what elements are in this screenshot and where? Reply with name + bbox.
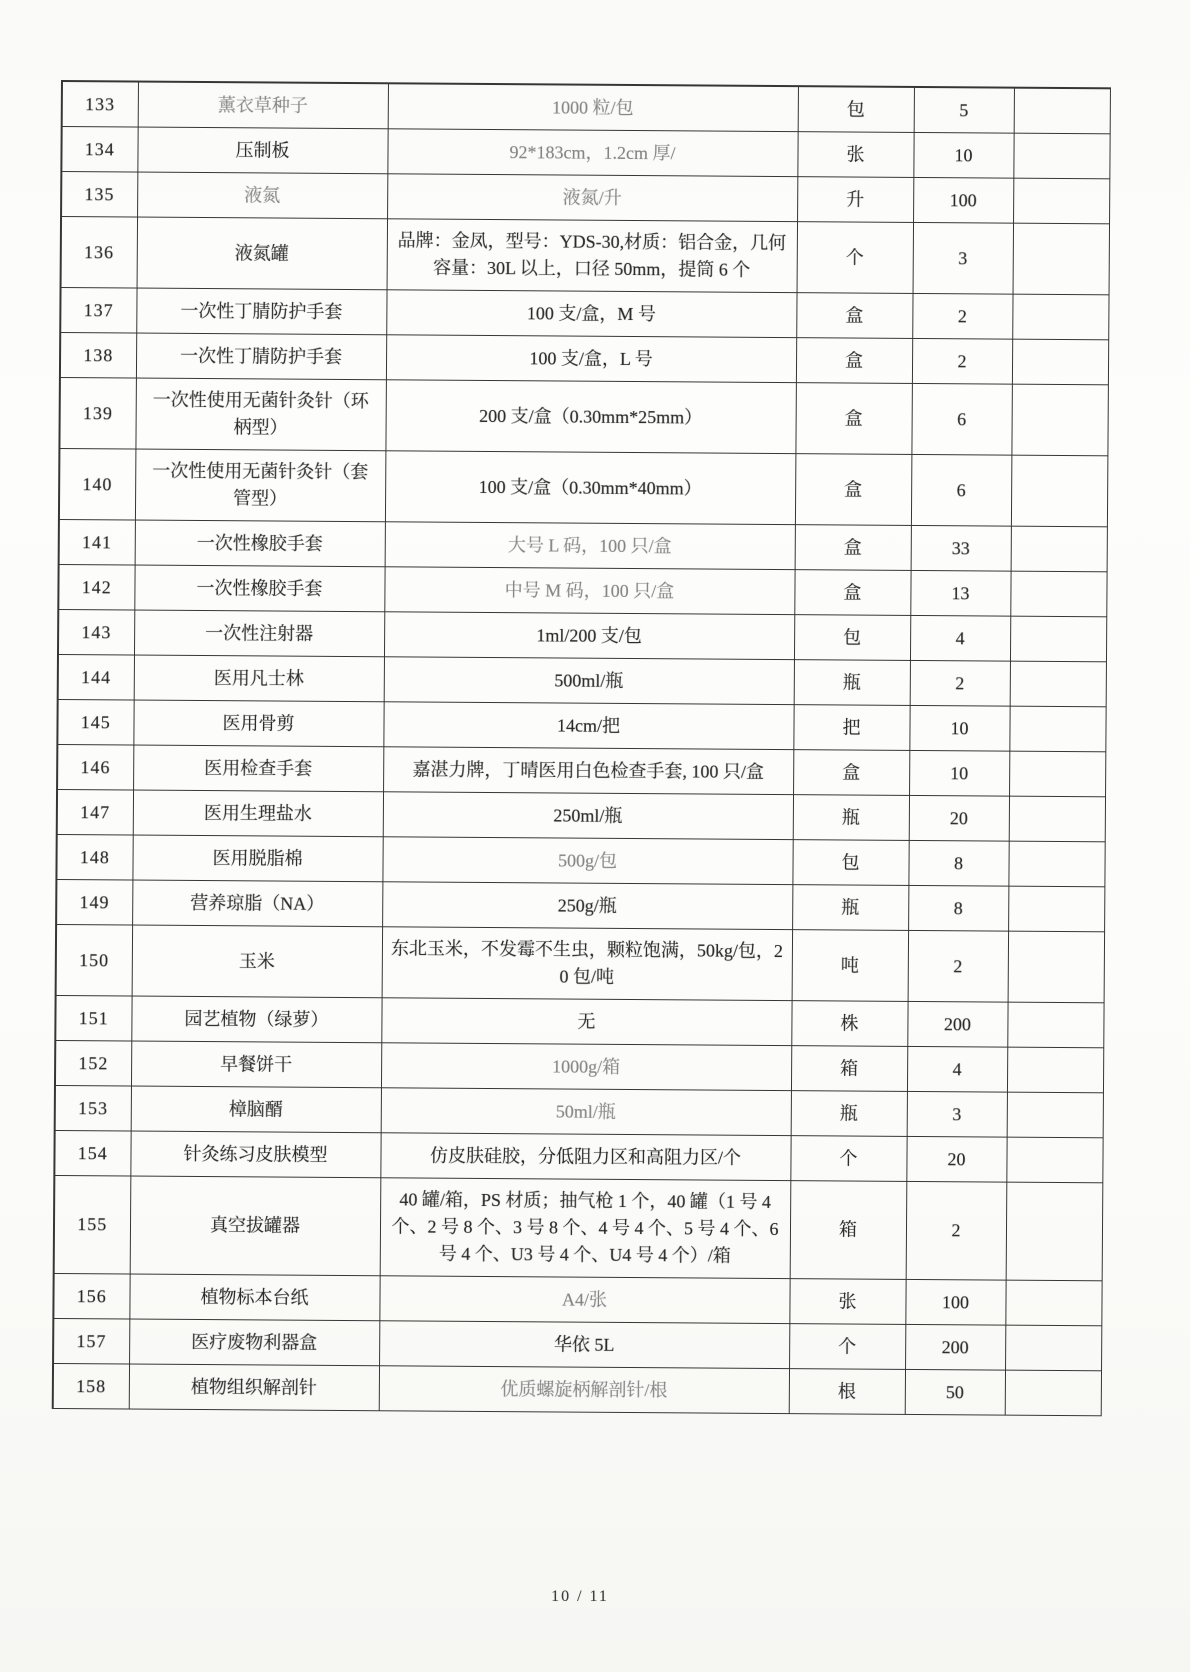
item-name-cell: 压制板 — [137, 127, 387, 174]
unit-cell: 升 — [797, 177, 913, 223]
quantity-cell: 2 — [906, 1181, 1007, 1280]
item-name-cell: 医用生理盐水 — [133, 790, 383, 837]
table-row — [59, 377, 1107, 455]
table-row — [61, 127, 1109, 179]
table-row — [53, 1273, 1101, 1325]
remark-cell — [1006, 1137, 1102, 1183]
quantity-cell: 13 — [910, 570, 1010, 616]
quantity-cell: 10 — [909, 705, 1009, 751]
quantity-cell: 100 — [905, 1279, 1005, 1325]
remark-cell — [1014, 88, 1110, 134]
remark-cell — [1009, 751, 1105, 797]
row-number-cell: 140 — [59, 448, 135, 520]
item-name-cell: 一次性橡胶手套 — [134, 565, 384, 612]
remark-cell — [1009, 796, 1105, 842]
item-name-cell: 一次性注射器 — [134, 610, 384, 657]
row-number-cell: 145 — [57, 699, 133, 745]
row-number-cell: 155 — [54, 1175, 131, 1274]
spec-cell: 仿皮肤硅胶，分低阻力区和高阻力区/个 — [380, 1133, 790, 1181]
item-name-cell: 园艺植物（绿萝） — [131, 996, 381, 1043]
quantity-cell: 200 — [905, 1324, 1005, 1370]
table-row — [53, 1363, 1101, 1415]
unit-cell: 瓶 — [793, 795, 909, 841]
table-row — [56, 924, 1104, 1002]
remark-cell — [1013, 178, 1109, 224]
table-row — [54, 1130, 1102, 1182]
spec-cell: 无 — [381, 998, 791, 1046]
unit-cell: 瓶 — [794, 660, 910, 706]
table-row — [58, 654, 1106, 706]
unit-cell: 瓶 — [792, 885, 908, 931]
quantity-cell: 2 — [908, 930, 1008, 1002]
row-number-cell: 156 — [53, 1273, 129, 1319]
row-number-cell: 136 — [61, 217, 137, 289]
quantity-cell: 2 — [912, 338, 1012, 384]
item-name-cell: 液氮罐 — [137, 217, 387, 290]
quantity-cell: 20 — [906, 1136, 1006, 1182]
row-number-cell: 134 — [61, 127, 137, 173]
spec-cell: 500ml/瓶 — [384, 657, 794, 705]
item-name-cell: 一次性丁腈防护手套 — [136, 288, 386, 335]
spec-cell: 大号 L 码，100 只/盒 — [385, 522, 795, 570]
item-name-cell: 医用骨剪 — [133, 700, 383, 747]
remark-cell — [1012, 339, 1108, 385]
remark-cell — [1007, 1002, 1103, 1048]
table-row — [53, 1318, 1101, 1370]
row-number-cell: 158 — [53, 1363, 129, 1409]
row-number-cell: 133 — [62, 81, 138, 127]
quantity-cell: 33 — [911, 525, 1011, 571]
spec-cell: 40 罐/箱，PS 材质；抽气枪 1 个，40 罐（1 号 4 个、2 号 8 个、3 号 8 个、4 号 4 个、5 号 4 个、6 号 4 个、U3 号 4 个、U4 号 4 个）/箱 — [380, 1178, 791, 1279]
table-row — [60, 333, 1108, 385]
unit-cell: 包 — [798, 86, 914, 132]
spec-cell: 200 支/盒（0.30mm*25mm） — [385, 380, 795, 454]
table-row — [62, 81, 1110, 134]
spec-cell: 250ml/瓶 — [383, 792, 793, 840]
quantity-cell: 200 — [907, 1001, 1007, 1047]
quantity-cell: 6 — [911, 383, 1011, 455]
item-name-cell: 医用凡士林 — [134, 655, 384, 702]
remark-cell — [1006, 1182, 1103, 1281]
unit-cell: 盒 — [793, 750, 909, 796]
row-number-cell: 154 — [54, 1130, 130, 1176]
item-name-cell: 医用检查手套 — [133, 745, 383, 792]
row-number-cell: 143 — [58, 609, 134, 655]
unit-cell: 盒 — [794, 570, 910, 616]
spec-cell: 1000g/箱 — [381, 1043, 791, 1091]
row-number-cell: 141 — [59, 519, 135, 565]
spec-cell: 14cm/把 — [383, 702, 793, 750]
item-name-cell: 植物组织解剖针 — [129, 1364, 379, 1411]
row-number-cell: 137 — [60, 288, 136, 334]
quantity-cell: 3 — [907, 1091, 1007, 1137]
item-name-cell: 真空拔罐器 — [130, 1176, 381, 1276]
unit-cell: 包 — [794, 615, 910, 661]
remark-cell — [1011, 526, 1107, 572]
spec-cell: 东北玉米，不发霉不生虫，颗粒饱满，50kg/包，20 包/吨 — [382, 927, 792, 1001]
item-name-cell: 一次性橡胶手套 — [135, 520, 385, 567]
unit-cell: 吨 — [792, 930, 908, 1002]
unit-cell: 个 — [797, 222, 913, 294]
spec-cell: 华依 5L — [379, 1321, 789, 1369]
item-name-cell: 一次性使用无菌针灸针（套管型） — [135, 449, 385, 522]
unit-cell: 箱 — [791, 1046, 907, 1092]
spec-cell: 1000 粒/包 — [388, 83, 798, 131]
remark-cell — [1008, 931, 1104, 1003]
remark-cell — [1010, 616, 1106, 662]
quantity-cell: 8 — [908, 885, 1008, 931]
table-row — [55, 1040, 1103, 1092]
row-number-cell: 152 — [55, 1040, 131, 1086]
remark-cell — [1005, 1325, 1101, 1371]
spec-cell: 嘉湛力牌，丁晴医用白色检查手套, 100 只/盒 — [383, 747, 793, 795]
unit-cell: 张 — [797, 132, 913, 178]
table-row — [61, 172, 1109, 224]
unit-cell: 包 — [792, 840, 908, 886]
row-number-cell: 149 — [56, 879, 132, 925]
unit-cell: 个 — [789, 1324, 905, 1370]
quantity-cell: 10 — [913, 132, 1013, 178]
row-number-cell: 157 — [53, 1318, 129, 1364]
quantity-cell: 4 — [907, 1046, 1007, 1092]
remark-cell — [1007, 1092, 1103, 1138]
item-name-cell: 一次性丁腈防护手套 — [136, 333, 386, 380]
quantity-cell: 10 — [909, 750, 1009, 796]
row-number-cell: 142 — [58, 564, 134, 610]
table-row — [58, 564, 1106, 616]
unit-cell: 把 — [793, 705, 909, 751]
row-number-cell: 148 — [56, 834, 132, 880]
row-number-cell: 144 — [58, 654, 134, 700]
item-name-cell: 营养琼脂（NA） — [132, 880, 382, 927]
spec-cell: 100 支/盒，M 号 — [386, 290, 796, 338]
spec-cell: 500g/包 — [382, 837, 792, 885]
quantity-cell: 6 — [911, 454, 1011, 526]
row-number-cell: 150 — [56, 924, 132, 996]
item-name-cell: 玉米 — [132, 925, 382, 998]
table-row — [56, 879, 1104, 931]
remark-cell — [1008, 841, 1104, 887]
spec-cell: A4/张 — [379, 1276, 789, 1324]
item-name-cell: 樟脑醑 — [131, 1086, 381, 1133]
spec-cell: 优质螺旋柄解剖针/根 — [379, 1366, 789, 1414]
item-name-cell: 医用脱脂棉 — [132, 835, 382, 882]
item-name-cell: 医疗废物利器盒 — [129, 1319, 379, 1366]
unit-cell: 箱 — [790, 1181, 907, 1280]
table-row — [54, 1175, 1103, 1280]
quantity-cell: 3 — [913, 222, 1013, 294]
table-row — [58, 609, 1106, 661]
table-row — [55, 995, 1103, 1047]
spec-cell: 品牌：金凤，型号：YDS-30,材质：铝合金，几何容量：30L 以上，口径 50mm，提筒 6 个 — [387, 219, 797, 293]
quantity-cell: 4 — [910, 615, 1010, 661]
remark-cell — [1010, 661, 1106, 707]
table-row — [57, 699, 1105, 751]
remark-cell — [1008, 886, 1104, 932]
row-number-cell: 135 — [61, 172, 137, 218]
quantity-cell: 5 — [914, 87, 1014, 133]
table-row — [60, 288, 1108, 340]
remark-cell — [1011, 455, 1107, 527]
row-number-cell: 151 — [55, 995, 131, 1041]
remark-cell — [1013, 133, 1109, 179]
unit-cell: 株 — [791, 1001, 907, 1047]
unit-cell: 盒 — [795, 525, 911, 571]
table-row — [56, 834, 1104, 886]
table-row — [59, 448, 1107, 526]
spec-cell: 100 支/盒，L 号 — [386, 335, 796, 383]
row-number-cell: 146 — [57, 744, 133, 790]
row-number-cell: 139 — [59, 377, 135, 449]
remark-cell — [1007, 1047, 1103, 1093]
page-number: 10 / 11 — [551, 1588, 609, 1605]
quantity-cell: 100 — [913, 177, 1013, 223]
table-row — [55, 1085, 1103, 1137]
row-number-cell: 147 — [57, 789, 133, 835]
quantity-cell: 8 — [908, 840, 1008, 886]
spec-cell: 1ml/200 支/包 — [384, 612, 794, 660]
item-name-cell: 一次性使用无菌针灸针（环柄型） — [135, 378, 385, 451]
spec-cell: 50ml/瓶 — [381, 1088, 791, 1136]
row-number-cell: 153 — [55, 1085, 131, 1131]
item-name-cell: 液氮 — [137, 172, 387, 219]
table-row — [59, 519, 1107, 571]
remark-cell — [1012, 294, 1108, 340]
quantity-cell: 20 — [909, 795, 1009, 841]
quantity-cell: 50 — [905, 1369, 1005, 1415]
remark-cell — [1005, 1280, 1101, 1326]
supply-table — [52, 80, 1111, 1416]
spec-cell: 100 支/盒（0.30mm*40mm） — [385, 451, 795, 525]
unit-cell: 盒 — [795, 454, 911, 526]
remark-cell — [1011, 384, 1107, 456]
unit-cell: 个 — [790, 1136, 906, 1182]
item-name-cell: 薰衣草种子 — [138, 82, 388, 129]
spec-cell: 250g/瓶 — [382, 882, 792, 930]
item-name-cell: 早餐饼干 — [131, 1041, 381, 1088]
unit-cell: 盒 — [796, 293, 912, 339]
remark-cell — [1005, 1370, 1101, 1416]
remark-cell — [1010, 571, 1106, 617]
table-row — [61, 217, 1109, 295]
remark-cell — [1009, 706, 1105, 752]
supply-table-body — [53, 81, 1110, 1416]
spec-cell: 液氮/升 — [387, 174, 797, 222]
table-row — [57, 744, 1105, 796]
unit-cell: 盒 — [796, 338, 912, 384]
quantity-cell: 2 — [910, 660, 1010, 706]
unit-cell: 盒 — [795, 383, 911, 455]
item-name-cell: 植物标本台纸 — [129, 1274, 379, 1321]
table-row — [57, 789, 1105, 841]
item-name-cell: 针灸练习皮肤模型 — [130, 1131, 380, 1178]
row-number-cell: 138 — [60, 333, 136, 379]
remark-cell — [1013, 223, 1109, 295]
spec-cell: 92*183cm，1.2cm 厚/ — [387, 129, 797, 177]
unit-cell: 根 — [789, 1369, 905, 1415]
spec-cell: 中号 M 码，100 只/盒 — [384, 567, 794, 615]
quantity-cell: 2 — [912, 293, 1012, 339]
unit-cell: 瓶 — [791, 1091, 907, 1137]
unit-cell: 张 — [789, 1279, 905, 1325]
